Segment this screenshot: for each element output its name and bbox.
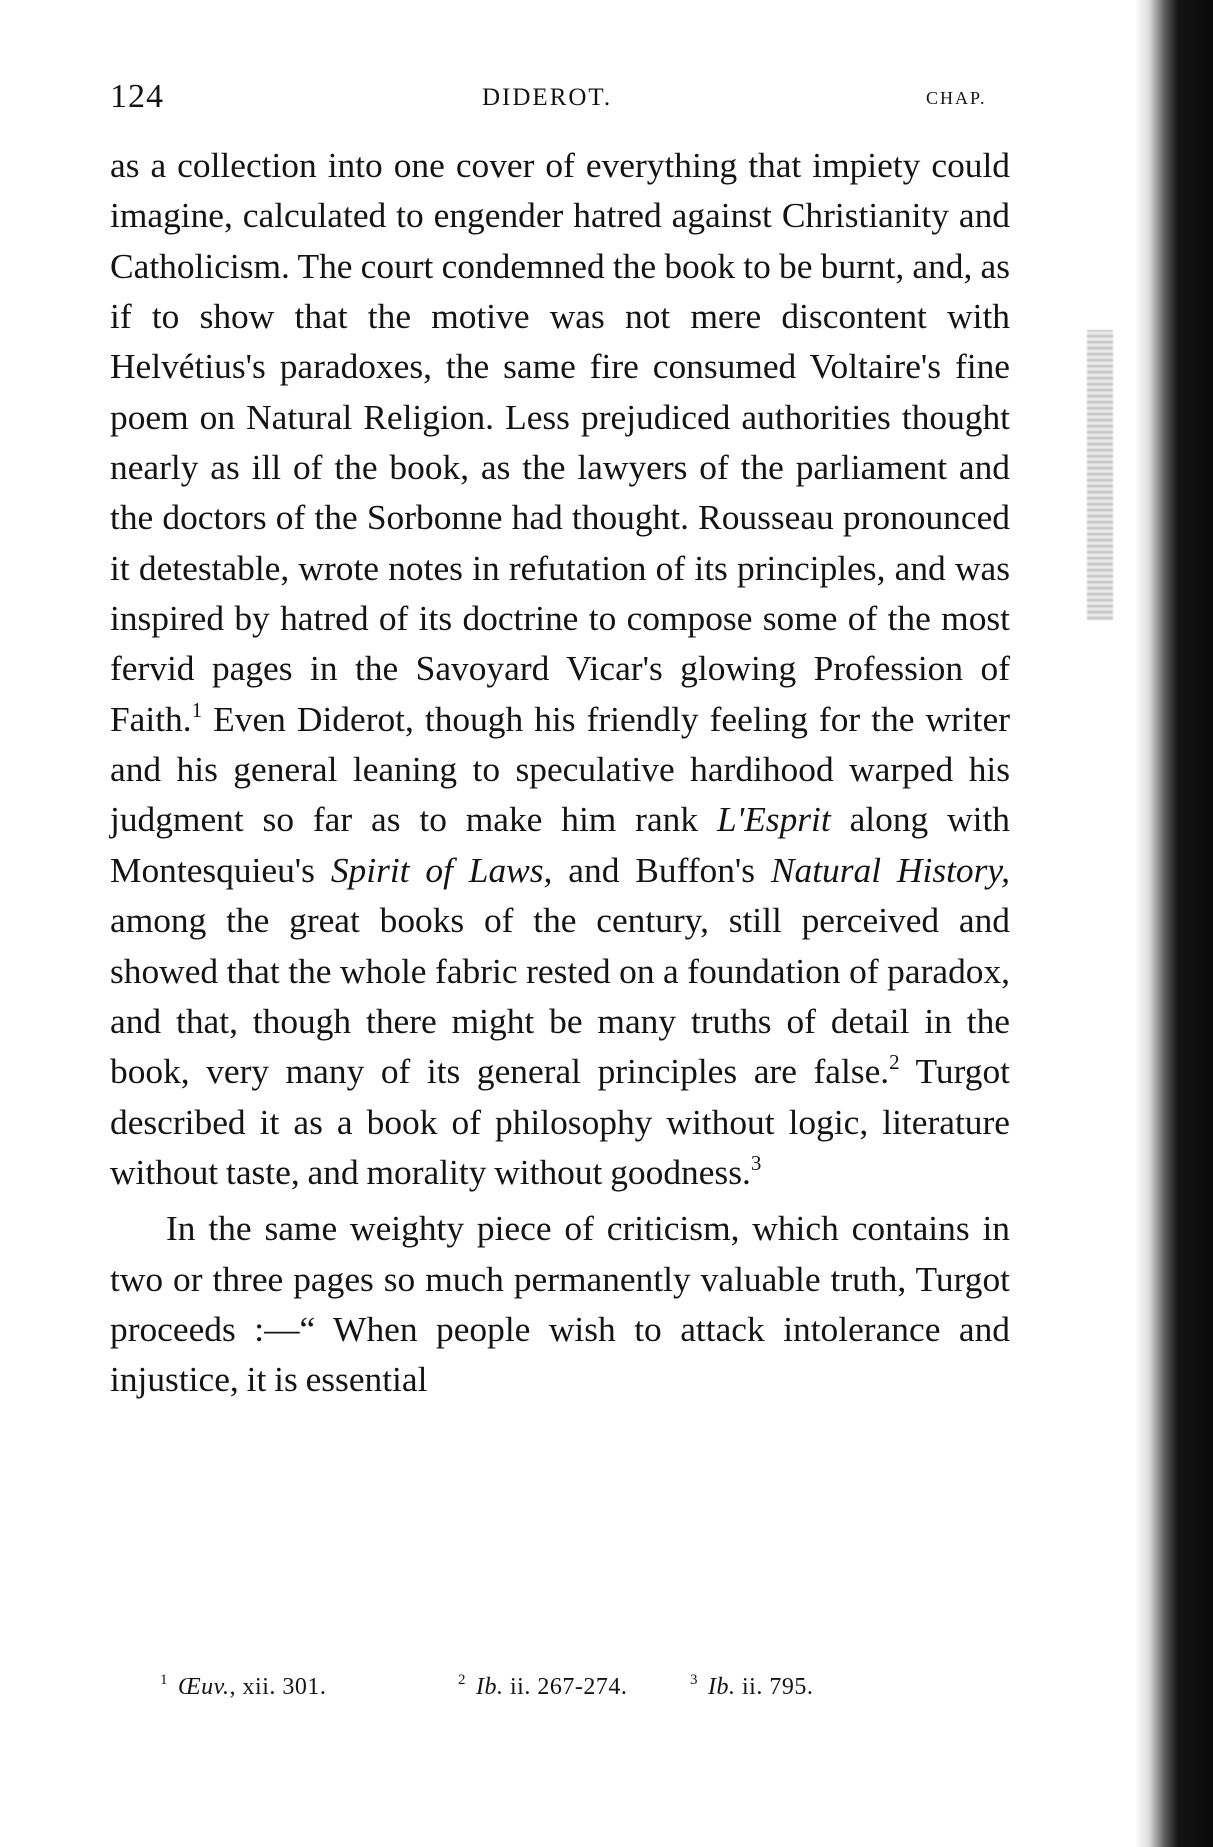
- scan-artifact: [1087, 330, 1113, 620]
- footnote-source: Œuv.,: [178, 1674, 237, 1700]
- text-run: along with Montesquieu's: [110, 799, 1010, 890]
- footnote-ref: xii. 301.: [236, 1674, 327, 1700]
- text-run: Even Diderot, though his friendly feeling for the writer and his general leaning to speculative hardihood warped his judgment so far as to make him rank: [110, 698, 1010, 840]
- paragraph-1: [110, 140, 1010, 1197]
- text-run: among the great books of the century, still perceived and showed that the whole fabric rested on a foundation of paradox, and that, though there might be many truths of detail in the book, very many of its general principles are false.: [110, 900, 1010, 1092]
- title-spirit-of-laws: Spirit of Laws,: [330, 849, 553, 890]
- footnote-2: [458, 1672, 627, 1701]
- footnote-source: Ib.: [708, 1674, 736, 1700]
- chapter-mark: CHAP.: [926, 88, 987, 108]
- footnote-ref-1: 1: [191, 697, 203, 722]
- footnote-source: Ib.: [476, 1674, 504, 1700]
- footnote-ref-2: 2: [889, 1050, 900, 1075]
- body-text: [110, 140, 1010, 1405]
- footnote-1: [160, 1672, 326, 1701]
- footnote-mark: 3: [690, 1672, 698, 1688]
- footnote-3: [690, 1672, 813, 1701]
- footnote-ref: ii. 267-274.: [503, 1674, 628, 1700]
- text-run: Turgot described it as a book of philosophy without logic, literature without taste, and morality without goodness.: [110, 1051, 1010, 1192]
- footnote-ref-3: 3: [750, 1150, 762, 1175]
- text-run: and Buffon's: [552, 849, 771, 890]
- page-number: 124: [110, 78, 164, 115]
- footnote-ref: ii. 795.: [735, 1674, 814, 1700]
- footnote-mark: 1: [160, 1672, 168, 1688]
- paragraph-2: In the same weighty piece of criticism, which contains in two or three pages so much permanently valuable truth, Turgot proceeds :—“ When people wish to attack intolerance and injustice, it is essential: [110, 1208, 1010, 1400]
- running-header: [110, 78, 1010, 128]
- running-title: DIDEROT.: [482, 84, 613, 111]
- text-run: as a collection into one cover of everything that impiety could imagine, calculated to engender hatred against Christianity and Catholicism. The court condemned the book to be burnt, and, as if to show that the motive was not mere discontent with Helvétius's paradoxes, the same fire consumed Voltaire's fine poem on Natural Religion. Less prejudiced authorities thought nearly as ill of the book, as the lawyers of the parliament and the doctors of the Sorbonne had thought. Rousseau pronounced it detestable, wrote notes in refutation of its principles, and was inspired by hatred of its doctrine to compose some of the most fervid pages in the Savoyard Vicar's glowing Profession of Faith.: [110, 145, 1010, 739]
- title-lesprit: L'Esprit: [716, 799, 831, 840]
- binding-edge: [1135, 0, 1213, 1847]
- title-natural-history: Natural History,: [770, 849, 1010, 890]
- footnote-mark: 2: [458, 1672, 466, 1688]
